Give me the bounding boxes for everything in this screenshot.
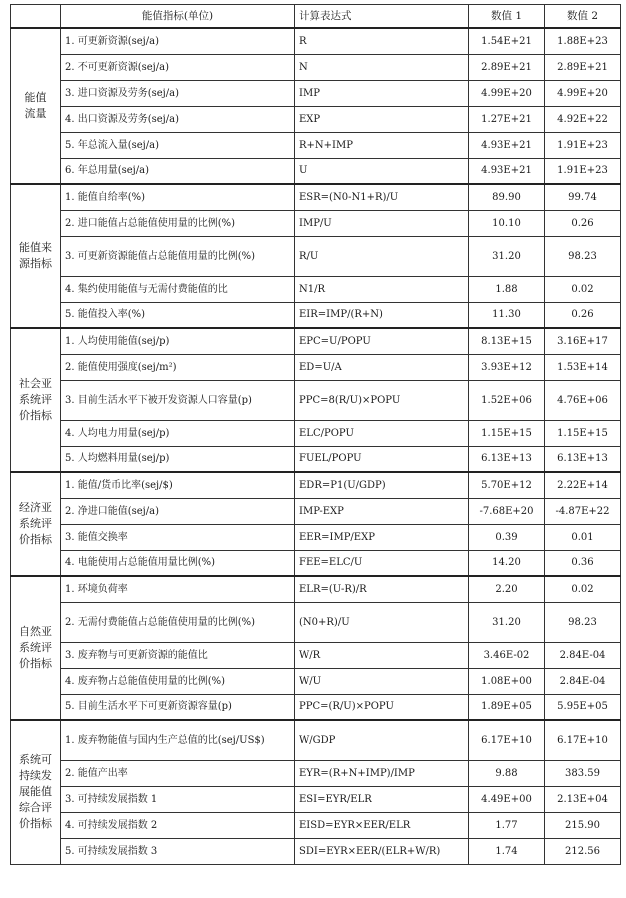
indicator-cell: 1. 环境负荷率 (61, 576, 295, 602)
value-2-cell: 0.26 (545, 302, 621, 328)
indicator-cell: 5. 年总流入量(sej/a) (61, 132, 295, 158)
indicator-cell: 3. 废弃物与可更新资源的能值比 (61, 642, 295, 668)
table-row (11, 550, 621, 576)
value-1-cell: 3.46E-02 (469, 642, 545, 668)
value-1-cell: 89.90 (469, 184, 545, 210)
table-row (11, 420, 621, 446)
value-2-cell: 5.95E+05 (545, 694, 621, 720)
formula-cell: IMP-EXP (295, 498, 469, 524)
value-2-cell: 0.02 (545, 276, 621, 302)
indicator-cell: 2. 进口能值占总能值使用量的比例(%) (61, 210, 295, 236)
formula-cell: PPC=8(R/U)×POPU (295, 380, 469, 420)
value-2-cell: 383.59 (545, 760, 621, 786)
value-2-cell: 2.13E+04 (545, 786, 621, 812)
formula-cell: EXP (295, 106, 469, 132)
value-2-cell: 212.56 (545, 838, 621, 864)
table-row (11, 28, 621, 54)
value-1-cell: 9.88 (469, 760, 545, 786)
value-1-cell: 1.27E+21 (469, 106, 545, 132)
table-row (11, 80, 621, 106)
value-2-cell: 98.23 (545, 236, 621, 276)
table-row (11, 54, 621, 80)
value-2-cell: 0.36 (545, 550, 621, 576)
table-row (11, 446, 621, 472)
table-row (11, 668, 621, 694)
indicator-cell: 4. 废弃物占总能值使用量的比例(%) (61, 668, 295, 694)
formula-cell: U (295, 158, 469, 184)
value-2-cell: 2.84E-04 (545, 642, 621, 668)
formula-cell: N1/R (295, 276, 469, 302)
value-1-cell: 14.20 (469, 550, 545, 576)
formula-cell: ESR=(N0-N1+R)/U (295, 184, 469, 210)
table-row (11, 106, 621, 132)
table-row (11, 602, 621, 642)
table-row (11, 838, 621, 864)
table-row (11, 380, 621, 420)
table-row (11, 498, 621, 524)
formula-cell: IMP (295, 80, 469, 106)
value-1-cell: 6.17E+10 (469, 720, 545, 760)
value-2-cell: 215.90 (545, 812, 621, 838)
value-2-cell: 2.84E-04 (545, 668, 621, 694)
value-1-cell: 5.70E+12 (469, 472, 545, 498)
table-header-row (11, 5, 621, 29)
indicator-cell: 2. 能值产出率 (61, 760, 295, 786)
indicator-cell: 4. 可持续发展指数 2 (61, 812, 295, 838)
indicator-cell: 6. 年总用量(sej/a) (61, 158, 295, 184)
table-row (11, 694, 621, 720)
table-row (11, 720, 621, 760)
formula-cell: R+N+IMP (295, 132, 469, 158)
table-row (11, 576, 621, 602)
table-row (11, 642, 621, 668)
table-row (11, 302, 621, 328)
value-1-cell: 10.10 (469, 210, 545, 236)
table-row (11, 812, 621, 838)
value-1-cell: 1.52E+06 (469, 380, 545, 420)
formula-cell: R/U (295, 236, 469, 276)
formula-cell: EPC=U/POPU (295, 328, 469, 354)
value-2-cell: 0.26 (545, 210, 621, 236)
formula-cell: R (295, 28, 469, 54)
category-cell: 系统可 持续发 展能值 综合评 价指标 (11, 720, 61, 864)
table-row (11, 276, 621, 302)
header-indicator: 能值指标(单位) (61, 5, 295, 29)
value-1-cell: 1.15E+15 (469, 420, 545, 446)
indicator-cell: 1. 能值/货币比率(sej/$) (61, 472, 295, 498)
indicator-cell: 2. 净进口能值(sej/a) (61, 498, 295, 524)
value-2-cell: 4.76E+06 (545, 380, 621, 420)
value-1-cell: 6.13E+13 (469, 446, 545, 472)
header-category (11, 5, 61, 29)
value-2-cell: 1.91E+23 (545, 158, 621, 184)
value-1-cell: 1.08E+00 (469, 668, 545, 694)
formula-cell: W/U (295, 668, 469, 694)
value-2-cell: 1.91E+23 (545, 132, 621, 158)
value-1-cell: 2.89E+21 (469, 54, 545, 80)
category-cell: 社会亚 系统评 价指标 (11, 328, 61, 472)
table-row (11, 328, 621, 354)
value-2-cell: 2.22E+14 (545, 472, 621, 498)
formula-cell: ELR=(U-R)/R (295, 576, 469, 602)
formula-cell: ESI=EYR/ELR (295, 786, 469, 812)
value-2-cell: 4.92E+22 (545, 106, 621, 132)
formula-cell: ELC/POPU (295, 420, 469, 446)
table-row (11, 236, 621, 276)
indicator-cell: 4. 集约使用能值与无需付费能值的比 (61, 276, 295, 302)
indicator-cell: 5. 目前生活水平下可更新资源容量(p) (61, 694, 295, 720)
formula-cell: W/GDP (295, 720, 469, 760)
table-row (11, 472, 621, 498)
value-2-cell: 3.16E+17 (545, 328, 621, 354)
value-2-cell: 98.23 (545, 602, 621, 642)
value-2-cell: 4.99E+20 (545, 80, 621, 106)
category-cell: 能值 流量 (11, 28, 61, 184)
value-1-cell: 4.49E+00 (469, 786, 545, 812)
emergy-indicator-table (10, 4, 621, 865)
value-1-cell: 1.77 (469, 812, 545, 838)
indicator-cell: 1. 能值自给率(%) (61, 184, 295, 210)
formula-cell: EYR=(R+N+IMP)/IMP (295, 760, 469, 786)
value-2-cell: 1.88E+23 (545, 28, 621, 54)
category-cell: 经济亚 系统评 价指标 (11, 472, 61, 576)
table-row (11, 158, 621, 184)
indicator-cell: 3. 进口资源及劳务(sej/a) (61, 80, 295, 106)
indicator-cell: 1. 废弃物能值与国内生产总值的比(sej/US$) (61, 720, 295, 760)
value-1-cell: 11.30 (469, 302, 545, 328)
value-2-cell: 1.53E+14 (545, 354, 621, 380)
indicator-cell: 2. 能值使用强度(sej/m²) (61, 354, 295, 380)
value-1-cell: 4.99E+20 (469, 80, 545, 106)
formula-cell: EIR=IMP/(R+N) (295, 302, 469, 328)
indicator-cell: 4. 人均电力用量(sej/p) (61, 420, 295, 446)
value-1-cell: -7.68E+20 (469, 498, 545, 524)
indicator-cell: 2. 无需付费能值占总能值使用量的比例(%) (61, 602, 295, 642)
formula-cell: FEE=ELC/U (295, 550, 469, 576)
category-cell: 自然亚 系统评 价指标 (11, 576, 61, 720)
formula-cell: EDR=P1(U/GDP) (295, 472, 469, 498)
indicator-cell: 4. 电能使用占总能值用量比例(%) (61, 550, 295, 576)
indicator-cell: 3. 能值交换率 (61, 524, 295, 550)
indicator-cell: 2. 不可更新资源(sej/a) (61, 54, 295, 80)
value-2-cell: 99.74 (545, 184, 621, 210)
value-2-cell: 2.89E+21 (545, 54, 621, 80)
indicator-cell: 4. 出口资源及劳务(sej/a) (61, 106, 295, 132)
indicator-cell: 5. 可持续发展指数 3 (61, 838, 295, 864)
category-cell: 能值来 源指标 (11, 184, 61, 328)
indicator-cell: 3. 可持续发展指数 1 (61, 786, 295, 812)
formula-cell: PPC=(R/U)×POPU (295, 694, 469, 720)
table-row (11, 786, 621, 812)
indicator-cell: 5. 人均燃料用量(sej/p) (61, 446, 295, 472)
formula-cell: (N0+R)/U (295, 602, 469, 642)
table-body (11, 28, 621, 864)
formula-cell: EISD=EYR×EER/ELR (295, 812, 469, 838)
formula-cell: ED=U/A (295, 354, 469, 380)
indicator-cell: 1. 可更新资源(sej/a) (61, 28, 295, 54)
value-2-cell: -4.87E+22 (545, 498, 621, 524)
value-2-cell: 6.13E+13 (545, 446, 621, 472)
value-1-cell: 8.13E+15 (469, 328, 545, 354)
formula-cell: SDI=EYR×EER/(ELR+W/R) (295, 838, 469, 864)
value-1-cell: 1.88 (469, 276, 545, 302)
header-formula: 计算表达式 (295, 5, 469, 29)
value-1-cell: 0.39 (469, 524, 545, 550)
table-row (11, 760, 621, 786)
value-1-cell: 31.20 (469, 602, 545, 642)
formula-cell: N (295, 54, 469, 80)
value-2-cell: 0.02 (545, 576, 621, 602)
value-1-cell: 4.93E+21 (469, 158, 545, 184)
formula-cell: W/R (295, 642, 469, 668)
table-row (11, 210, 621, 236)
value-1-cell: 4.93E+21 (469, 132, 545, 158)
value-2-cell: 6.17E+10 (545, 720, 621, 760)
value-2-cell: 0.01 (545, 524, 621, 550)
header-value-1: 数值 1 (469, 5, 545, 29)
value-1-cell: 1.89E+05 (469, 694, 545, 720)
formula-cell: IMP/U (295, 210, 469, 236)
value-1-cell: 1.54E+21 (469, 28, 545, 54)
indicator-cell: 3. 目前生活水平下被开发资源人口容量(p) (61, 380, 295, 420)
indicator-cell: 3. 可更新资源能值占总能值用量的比例(%) (61, 236, 295, 276)
table-row (11, 524, 621, 550)
header-value-2: 数值 2 (545, 5, 621, 29)
formula-cell: FUEL/POPU (295, 446, 469, 472)
value-1-cell: 1.74 (469, 838, 545, 864)
table-row (11, 184, 621, 210)
indicator-cell: 5. 能值投入率(%) (61, 302, 295, 328)
value-1-cell: 2.20 (469, 576, 545, 602)
table-row (11, 354, 621, 380)
value-1-cell: 3.93E+12 (469, 354, 545, 380)
indicator-cell: 1. 人均使用能值(sej/p) (61, 328, 295, 354)
value-1-cell: 31.20 (469, 236, 545, 276)
value-2-cell: 1.15E+15 (545, 420, 621, 446)
formula-cell: EER=IMP/EXP (295, 524, 469, 550)
table-row (11, 132, 621, 158)
